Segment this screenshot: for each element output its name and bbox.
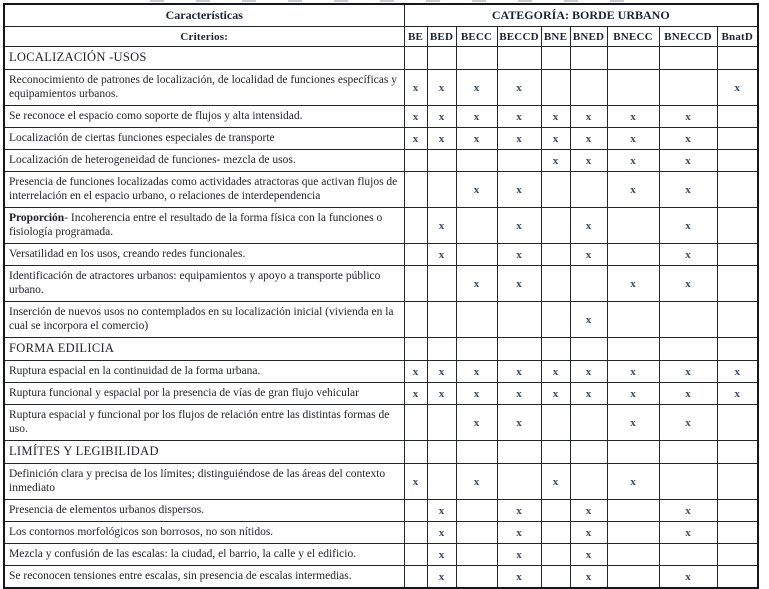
mark-cell-empty xyxy=(717,566,758,589)
mark-cell-empty xyxy=(541,244,570,266)
mark-cell-checked: x xyxy=(497,566,541,589)
mark-cell-empty xyxy=(607,302,659,338)
mark-cell-empty xyxy=(717,338,758,361)
mark-cell-checked: x xyxy=(497,544,541,566)
mark-cell-empty xyxy=(659,70,717,106)
mark-cell-empty xyxy=(607,500,659,522)
mark-cell-empty xyxy=(717,244,758,266)
column-header-be: BE xyxy=(404,27,427,47)
mark-cell-checked: x xyxy=(497,208,541,244)
mark-cell-checked: x xyxy=(427,244,456,266)
mark-cell-checked: x xyxy=(659,150,717,172)
column-header-bne: BNE xyxy=(541,27,570,47)
criteria-table-body xyxy=(4,47,758,589)
criterion-label: Mezcla y confusión de las escalas: la ciudad, el barrio, la calle y el edificio. xyxy=(4,544,404,566)
mark-cell-empty xyxy=(717,106,758,128)
mark-cell-checked: x xyxy=(456,70,497,106)
mark-cell-empty xyxy=(717,208,758,244)
mark-cell-empty xyxy=(497,338,541,361)
mark-cell-empty xyxy=(404,522,427,544)
mark-cell-checked: x xyxy=(541,383,570,405)
mark-cell-empty xyxy=(427,441,456,464)
mark-cell-checked: x xyxy=(570,106,607,128)
mark-cell-checked: x xyxy=(404,128,427,150)
mark-cell-checked: x xyxy=(607,405,659,441)
mark-cell-checked: x xyxy=(607,172,659,208)
mark-cell-checked: x xyxy=(404,361,427,383)
mark-cell-checked: x xyxy=(570,244,607,266)
mark-cell-checked: x xyxy=(456,106,497,128)
mark-cell-empty xyxy=(607,441,659,464)
mark-cell-checked: x xyxy=(541,150,570,172)
mark-cell-checked: x xyxy=(427,383,456,405)
mark-cell-checked: x xyxy=(427,544,456,566)
mark-cell-empty xyxy=(717,522,758,544)
criterion-label: Reconocimiento de patrones de localización, de localidad de funciones específicas y equipamientos urbanos. xyxy=(4,70,404,106)
mark-cell-checked: x xyxy=(607,128,659,150)
mark-cell-checked: x xyxy=(497,500,541,522)
mark-cell-empty xyxy=(541,338,570,361)
column-header-bed: BED xyxy=(427,27,456,47)
mark-cell-checked: x xyxy=(607,266,659,302)
criterion-row xyxy=(4,544,758,566)
mark-cell-empty xyxy=(541,266,570,302)
mark-cell-empty xyxy=(404,441,427,464)
characteristics-header: Características xyxy=(4,4,404,27)
mark-cell-empty xyxy=(456,338,497,361)
criterion-row xyxy=(4,208,758,244)
mark-cell-empty xyxy=(456,566,497,589)
mark-cell-empty xyxy=(717,266,758,302)
mark-cell-checked: x xyxy=(570,208,607,244)
criterion-row xyxy=(4,244,758,266)
mark-cell-empty xyxy=(607,566,659,589)
mark-cell-checked: x xyxy=(427,361,456,383)
mark-cell-empty xyxy=(717,47,758,70)
mark-cell-checked: x xyxy=(497,383,541,405)
mark-cell-checked: x xyxy=(659,361,717,383)
mark-cell-empty xyxy=(404,172,427,208)
criterion-row xyxy=(4,128,758,150)
mark-cell-checked: x xyxy=(659,500,717,522)
mark-cell-checked: x xyxy=(497,522,541,544)
mark-cell-empty xyxy=(456,244,497,266)
criterion-row xyxy=(4,566,758,589)
criterion-label: Definición clara y precisa de los límites; distinguiéndose de las áreas del contexto inmediato xyxy=(4,464,404,500)
criterion-label: Inserción de nuevos usos no contemplados en su localización inicial (vivienda en la cual se incorpora el comercio) xyxy=(4,302,404,338)
mark-cell-checked: x xyxy=(456,405,497,441)
mark-cell-empty xyxy=(607,338,659,361)
criterion-row xyxy=(4,383,758,405)
mark-cell-checked: x xyxy=(497,244,541,266)
mark-cell-empty xyxy=(541,172,570,208)
mark-cell-checked: x xyxy=(497,70,541,106)
criterion-label: Ruptura espacial y funcional por los flujos de relación entre las distintas formas de uso. xyxy=(4,405,404,441)
column-header-bned: BNED xyxy=(570,27,607,47)
mark-cell-checked: x xyxy=(427,208,456,244)
mark-cell-empty xyxy=(717,500,758,522)
mark-cell-empty xyxy=(541,500,570,522)
mark-cell-empty xyxy=(607,70,659,106)
criterion-row xyxy=(4,70,758,106)
mark-cell-checked: x xyxy=(717,383,758,405)
mark-cell-empty xyxy=(427,47,456,70)
mark-cell-checked: x xyxy=(456,128,497,150)
mark-cell-checked: x xyxy=(659,266,717,302)
mark-cell-checked: x xyxy=(607,464,659,500)
mark-cell-empty xyxy=(570,405,607,441)
mark-cell-empty xyxy=(427,302,456,338)
mark-cell-checked: x xyxy=(607,361,659,383)
criterion-row xyxy=(4,266,758,302)
mark-cell-empty xyxy=(541,47,570,70)
mark-cell-checked: x xyxy=(607,383,659,405)
mark-cell-empty xyxy=(404,47,427,70)
mark-cell-empty xyxy=(659,338,717,361)
column-header-bneccd: BNECCD xyxy=(659,27,717,47)
mark-cell-empty xyxy=(541,522,570,544)
mark-cell-empty xyxy=(497,464,541,500)
mark-cell-empty xyxy=(717,150,758,172)
mark-cell-empty xyxy=(659,47,717,70)
mark-cell-checked: x xyxy=(659,405,717,441)
mark-cell-empty xyxy=(404,266,427,302)
mark-cell-empty xyxy=(607,47,659,70)
mark-cell-empty xyxy=(427,464,456,500)
mark-cell-checked: x xyxy=(659,208,717,244)
mark-cell-checked: x xyxy=(659,244,717,266)
mark-cell-checked: x xyxy=(456,464,497,500)
mark-cell-empty xyxy=(497,302,541,338)
section-label: LOCALIZACIÓN -USOS xyxy=(4,47,404,70)
section-row xyxy=(4,47,758,70)
mark-cell-empty xyxy=(404,150,427,172)
criterion-label: Los contornos morfológicos son borrosos, no son nítidos. xyxy=(4,522,404,544)
criterion-label: Presencia de funciones localizadas como actividades atractoras que activan flujos de interrelación en el espacio urbano, o relaciones de interdependencia xyxy=(4,172,404,208)
mark-cell-checked: x xyxy=(541,464,570,500)
mark-cell-checked: x xyxy=(659,106,717,128)
mark-cell-empty xyxy=(541,208,570,244)
criterion-label: Se reconoce el espacio como soporte de flujos y alta intensidad. xyxy=(4,106,404,128)
mark-cell-empty xyxy=(404,302,427,338)
mark-cell-checked: x xyxy=(659,172,717,208)
mark-cell-empty xyxy=(404,566,427,589)
mark-cell-checked: x xyxy=(427,128,456,150)
mark-cell-empty xyxy=(456,302,497,338)
mark-cell-checked: x xyxy=(607,106,659,128)
mark-cell-empty xyxy=(717,128,758,150)
mark-cell-checked: x xyxy=(717,361,758,383)
section-label: FORMA EDILICIA xyxy=(4,338,404,361)
mark-cell-empty xyxy=(607,244,659,266)
criterion-row xyxy=(4,405,758,441)
mark-cell-checked: x xyxy=(404,464,427,500)
mark-cell-empty xyxy=(659,302,717,338)
mark-cell-empty xyxy=(456,544,497,566)
mark-cell-empty xyxy=(404,244,427,266)
mark-cell-checked: x xyxy=(427,522,456,544)
mark-cell-checked: x xyxy=(497,266,541,302)
mark-cell-checked: x xyxy=(607,150,659,172)
mark-cell-empty xyxy=(570,47,607,70)
mark-cell-checked: x xyxy=(570,361,607,383)
mark-cell-empty xyxy=(427,172,456,208)
mark-cell-empty xyxy=(717,172,758,208)
mark-cell-checked: x xyxy=(570,150,607,172)
mark-cell-empty xyxy=(717,405,758,441)
column-header-beccd: BECCD xyxy=(497,27,541,47)
criterion-row xyxy=(4,361,758,383)
criterion-label: Localización de ciertas funciones especiales de transporte xyxy=(4,128,404,150)
mark-cell-empty xyxy=(456,522,497,544)
criterion-row xyxy=(4,106,758,128)
mark-cell-checked: x xyxy=(404,383,427,405)
mark-cell-checked: x xyxy=(497,172,541,208)
mark-cell-empty xyxy=(570,464,607,500)
mark-cell-checked: x xyxy=(404,70,427,106)
column-header-becc: BECC xyxy=(456,27,497,47)
mark-cell-empty xyxy=(404,405,427,441)
mark-cell-checked: x xyxy=(541,106,570,128)
header-row-characteristics xyxy=(4,4,758,27)
mark-cell-empty xyxy=(570,441,607,464)
criteria-category-matrix-table xyxy=(3,3,759,589)
mark-cell-empty xyxy=(607,522,659,544)
mark-cell-checked: x xyxy=(456,172,497,208)
mark-cell-empty xyxy=(497,47,541,70)
mark-cell-empty xyxy=(659,441,717,464)
mark-cell-empty xyxy=(717,441,758,464)
mark-cell-checked: x xyxy=(541,361,570,383)
mark-cell-empty xyxy=(541,70,570,106)
criterion-label: Ruptura espacial en la continuidad de la forma urbana. xyxy=(4,361,404,383)
column-header-bnecc: BNECC xyxy=(607,27,659,47)
mark-cell-empty xyxy=(570,70,607,106)
mark-cell-empty xyxy=(404,338,427,361)
criterion-label: Se reconocen tensiones entre escalas, sin presencia de escalas intermedias. xyxy=(4,566,404,589)
mark-cell-checked: x xyxy=(497,361,541,383)
criterion-label: Proporción- Incoherencia entre el resultado de la forma física con la funciones o fisiología programada. xyxy=(4,208,404,244)
mark-cell-empty xyxy=(541,441,570,464)
criterion-row xyxy=(4,500,758,522)
mark-cell-checked: x xyxy=(427,106,456,128)
mark-cell-checked: x xyxy=(427,70,456,106)
mark-cell-empty xyxy=(456,441,497,464)
mark-cell-empty xyxy=(427,150,456,172)
mark-cell-empty xyxy=(427,266,456,302)
mark-cell-checked: x xyxy=(456,361,497,383)
criteria-header: Criterios: xyxy=(4,27,404,47)
mark-cell-empty xyxy=(456,47,497,70)
mark-cell-empty xyxy=(427,405,456,441)
mark-cell-empty xyxy=(404,500,427,522)
mark-cell-empty xyxy=(541,302,570,338)
mark-cell-empty xyxy=(570,266,607,302)
cropped-caption-artifact xyxy=(150,0,630,2)
mark-cell-checked: x xyxy=(570,544,607,566)
mark-cell-checked: x xyxy=(427,566,456,589)
mark-cell-empty xyxy=(659,464,717,500)
mark-cell-checked: x xyxy=(570,383,607,405)
criterion-label: Identificación de atractores urbanos: equipamientos y apoyo a transporte público urbano. xyxy=(4,266,404,302)
mark-cell-checked: x xyxy=(456,383,497,405)
mark-cell-empty xyxy=(717,464,758,500)
mark-cell-checked: x xyxy=(456,266,497,302)
mark-cell-empty xyxy=(541,544,570,566)
mark-cell-empty xyxy=(570,338,607,361)
mark-cell-checked: x xyxy=(497,405,541,441)
mark-cell-empty xyxy=(717,302,758,338)
mark-cell-checked: x xyxy=(570,128,607,150)
mark-cell-checked: x xyxy=(659,566,717,589)
mark-cell-empty xyxy=(497,441,541,464)
mark-cell-empty xyxy=(541,405,570,441)
mark-cell-checked: x xyxy=(659,128,717,150)
criterion-row xyxy=(4,302,758,338)
section-label: LIMÍTES Y LEGIBILIDAD xyxy=(4,441,404,464)
mark-cell-empty xyxy=(541,566,570,589)
section-row xyxy=(4,338,758,361)
mark-cell-empty xyxy=(456,500,497,522)
mark-cell-checked: x xyxy=(570,500,607,522)
mark-cell-empty xyxy=(607,208,659,244)
criterion-label: Versatilidad en los usos, creando redes funcionales. xyxy=(4,244,404,266)
section-row xyxy=(4,441,758,464)
mark-cell-empty xyxy=(404,544,427,566)
mark-cell-empty xyxy=(497,150,541,172)
mark-cell-checked: x xyxy=(570,302,607,338)
mark-cell-empty xyxy=(456,208,497,244)
mark-cell-checked: x xyxy=(541,128,570,150)
criterion-label: Localización de heterogeneidad de funciones- mezcla de usos. xyxy=(4,150,404,172)
mark-cell-empty xyxy=(659,544,717,566)
mark-cell-checked: x xyxy=(570,566,607,589)
criterion-row xyxy=(4,150,758,172)
mark-cell-empty xyxy=(717,544,758,566)
mark-cell-checked: x xyxy=(659,383,717,405)
mark-cell-checked: x xyxy=(570,522,607,544)
mark-cell-checked: x xyxy=(659,522,717,544)
mark-cell-checked: x xyxy=(497,106,541,128)
table-header xyxy=(4,4,758,47)
criterion-row xyxy=(4,522,758,544)
mark-cell-empty xyxy=(456,150,497,172)
criterion-label: Ruptura funcional y espacial por la presencia de vías de gran flujo vehicular xyxy=(4,383,404,405)
mark-cell-checked: x xyxy=(717,70,758,106)
mark-cell-empty xyxy=(607,544,659,566)
mark-cell-empty xyxy=(427,338,456,361)
header-row-criteria-columns xyxy=(4,27,758,47)
category-title-header: CATEGORÍA: BORDE URBANO xyxy=(404,4,758,27)
mark-cell-checked: x xyxy=(497,128,541,150)
criterion-label: Presencia de elementos urbanos dispersos. xyxy=(4,500,404,522)
mark-cell-empty xyxy=(404,208,427,244)
criterion-row xyxy=(4,464,758,500)
mark-cell-empty xyxy=(570,172,607,208)
criterion-row xyxy=(4,172,758,208)
mark-cell-checked: x xyxy=(427,500,456,522)
mark-cell-checked: x xyxy=(404,106,427,128)
column-header-bnatd: BnatD xyxy=(717,27,758,47)
